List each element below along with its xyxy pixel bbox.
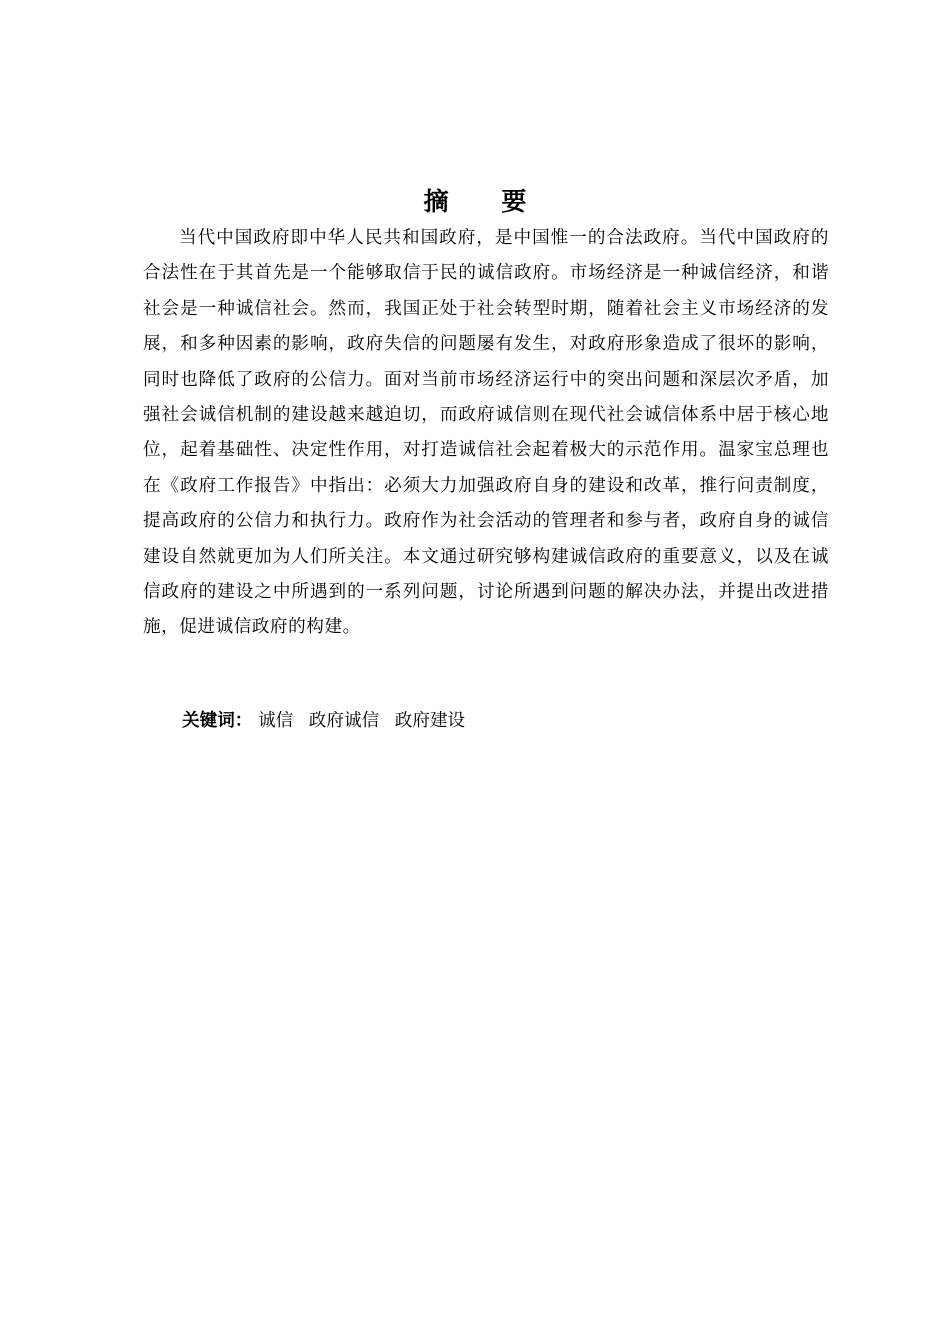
keywords-label: 关键词：: [182, 711, 253, 731]
keyword-item: 政府诚信: [308, 711, 380, 731]
keywords-line: [182, 706, 475, 736]
keyword-item: 诚信: [257, 711, 294, 731]
keyword-item: 政府建设: [394, 711, 466, 731]
abstract-body: 当代中国政府即中华人民共和国政府，是中国惟一的合法政府。当代中国政府的合法性在于其首先是一个能够取信于民的诚信政府。市场经济是一种诚信经济，和谐社会是一种诚信社会。然而，我国正处于社会转型时期，随着社会主义市场经济的发展，和多种因素的影响，政府失信的问题屡有发生，对政府形象造成了很坏的影响，同时也降低了政府的公信力。面对当前市场经济运行中的突出问题和深层次矛盾，加强社会诚信机制的建设越来越迫切，而政府诚信则在现代社会诚信体系中居于核心地位，起着基础性、决定性作用，对打造诚信社会起着极大的示范作用。温家宝总理也在《政府工作报告》中指出：必须大力加强政府自身的建设和改革，推行问责制度，提高政府的公信力和执行力。政府作为社会活动的管理者和参与者，政府自身的诚信建设自然就更加为人们所关注。本文通过研究够构建诚信政府的重要意义，以及在诚信政府的建设之中所遇到的一系列问题，讨论所遇到问题的解决办法，并提出改进措施，促进诚信政府的构建。: [143, 228, 829, 638]
abstract-heading: 摘 要: [423, 187, 549, 216]
